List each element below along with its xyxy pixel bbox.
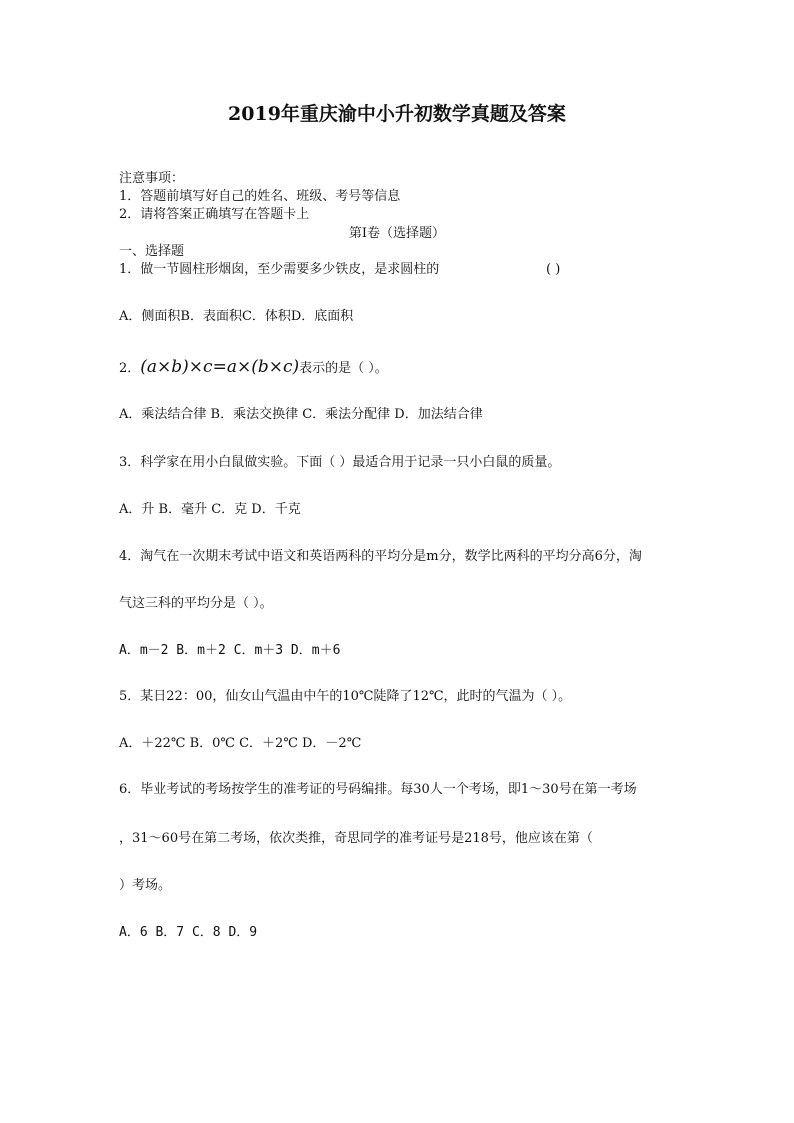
question-5-stem: 5．某日22：00，仙女山气温由中午的10℃陡降了12℃，此时的气温为（ ）。 [119, 689, 572, 704]
question-2-options: A．乘法结合律 B．乘法交换律 C．乘法分配律 D．加法结合律 [119, 407, 483, 422]
notes-item-2: 2．请将答案正确填写在答题卡上 [119, 207, 310, 222]
page-title: 2019年重庆渝中小升初数学真题及答案 [228, 103, 566, 125]
question-2-stem-tail: 表示的是（ ）。 [299, 361, 388, 376]
notes-item-1: 1．答题前填写好自己的姓名、班级、考号等信息 [119, 189, 401, 204]
question-4-options: A．m－2 B．m＋2 C．m＋3 D．m＋6 [119, 643, 341, 658]
question-2-number: 2． [119, 361, 141, 376]
question-4-stem-line-1: 4．淘气在一次期末考试中语文和英语两科的平均分是m分，数学比两科的平均分高6分，淘 [119, 549, 642, 564]
question-1-options: A．侧面积B．表面积C．体积D．底面积 [119, 309, 354, 324]
question-2-formula: (a×b)×c=a×(b×c) [140, 357, 300, 377]
question-4-stem-line-2: 气这三科的平均分是（ ）。 [119, 596, 273, 611]
question-6-stem-line-1: 6．毕业考试的考场按学生的准考证的号码编排。每30人一个考场，即1～30号在第一考场 [119, 782, 637, 797]
question-3-stem: 3．科学家在用小白鼠做实验。下面（ ）最适合用于记录一只小白鼠的质量。 [119, 455, 561, 470]
question-6-stem-line-3: ）考场。 [119, 878, 172, 893]
question-6-options: A．6 B．7 C．8 D．9 [119, 925, 258, 940]
question-5-options: A．＋22℃ B．0℃ C．＋2℃ D．－2℃ [119, 736, 362, 751]
notes-heading: 注意事项： [119, 171, 185, 186]
question-2-stem [119, 356, 388, 378]
question-1-blank: ( ) [546, 262, 561, 277]
volume-heading: 第I卷（选择题） [348, 226, 446, 241]
question-3-options: A．升 B．毫升 C．克 D．千克 [119, 502, 301, 517]
question-1-stem: 1．做一节圆柱形烟囱，至少需要多少铁皮，是求圆柱的 [119, 262, 440, 277]
section-heading: 一、选择题 [119, 244, 185, 259]
question-6-stem-line-2: ，31～60号在第二考场，依次类推，奇思同学的准考证号是218号，他应该在第（ [119, 831, 593, 846]
